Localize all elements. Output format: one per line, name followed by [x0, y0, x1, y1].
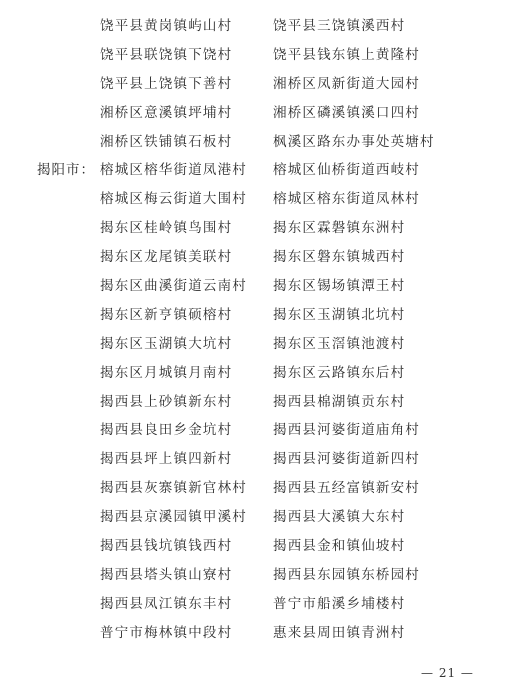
village-right: 揭西县东园镇东桥园村 [273, 566, 420, 583]
page-number: — 21 — [421, 666, 474, 680]
village-right: 揭西县河婆街道庙角村 [273, 422, 420, 439]
village-right: 枫溪区路东办事处英塘村 [273, 133, 435, 150]
village-right: 揭东区玉滘镇池渡村 [273, 335, 406, 352]
list-row [0, 359, 511, 388]
village-right: 揭东区霖磐镇东洲村 [273, 220, 406, 237]
list-row [0, 12, 511, 41]
village-left: 榕城区梅云街道大围村 [100, 191, 247, 208]
list-row [0, 474, 511, 503]
list-row [0, 156, 511, 185]
village-left: 揭西县塔头镇山寮村 [100, 566, 233, 583]
list-row [0, 301, 511, 330]
list-row [0, 41, 511, 70]
village-left: 榕城区榕华街道凤港村 [100, 162, 247, 179]
village-left: 揭东区新亨镇硕榕村 [100, 306, 233, 323]
list-row [0, 272, 511, 301]
list-row [0, 99, 511, 128]
village-right: 榕城区榕东街道凤林村 [273, 191, 420, 208]
village-left: 湘桥区意溪镇坪埔村 [100, 104, 233, 121]
village-right: 揭东区磐东镇城西村 [273, 249, 406, 266]
village-right: 湘桥区磷溪镇溪口四村 [273, 104, 420, 121]
list-row [0, 185, 511, 214]
village-left: 揭东区玉湖镇大坑村 [100, 335, 233, 352]
list-row [0, 214, 511, 243]
village-left: 揭西县京溪园镇甲溪村 [100, 509, 247, 526]
list-row [0, 416, 511, 445]
village-right: 揭东区云路镇东后村 [273, 364, 406, 381]
list-row [0, 128, 511, 157]
village-left: 湘桥区铁铺镇石板村 [100, 133, 233, 150]
list-row [0, 619, 511, 648]
list-row [0, 445, 511, 474]
list-row [0, 590, 511, 619]
village-right: 揭西县河婆街道新四村 [273, 451, 420, 468]
village-left: 揭西县钱坑镇钱西村 [100, 538, 233, 555]
list-row [0, 561, 511, 590]
list-row [0, 503, 511, 532]
village-left: 普宁市梅林镇中段村 [100, 624, 233, 641]
village-right: 揭西县大溪镇大东村 [273, 509, 406, 526]
list-row [0, 330, 511, 359]
village-right: 饶平县钱东镇上黄隆村 [273, 46, 420, 63]
village-left: 揭东区曲溪街道云南村 [100, 278, 247, 295]
village-right: 揭西县金和镇仙坡村 [273, 538, 406, 555]
village-right: 惠来县周田镇青洲村 [273, 624, 406, 641]
city-label: 揭阳市： [37, 162, 95, 179]
village-left: 揭西县坪上镇四新村 [100, 451, 233, 468]
village-left: 饶平县上饶镇下善村 [100, 75, 233, 92]
village-left: 揭东区桂岭镇鸟围村 [100, 220, 233, 237]
village-right: 揭西县五经富镇新安村 [273, 480, 420, 497]
list-row [0, 388, 511, 417]
village-right: 榕城区仙桥街道西岐村 [273, 162, 420, 179]
village-right: 揭西县棉湖镇贡东村 [273, 393, 406, 410]
village-left: 揭西县良田乡金坑村 [100, 422, 233, 439]
village-left: 揭西县凤江镇东丰村 [100, 595, 233, 612]
list-row [0, 532, 511, 561]
village-right: 饶平县三饶镇溪西村 [273, 18, 406, 34]
village-left: 揭西县上砂镇新东村 [100, 393, 233, 410]
list-row [0, 243, 511, 272]
village-left: 揭西县灰寨镇新官林村 [100, 480, 247, 497]
village-right: 湘桥区凤新街道大园村 [273, 75, 420, 92]
village-left: 揭东区月城镇月南村 [100, 364, 233, 381]
village-left: 揭东区龙尾镇美联村 [100, 249, 233, 266]
village-right: 普宁市船溪乡埔楼村 [273, 595, 406, 612]
village-right: 揭东区玉湖镇北坑村 [273, 306, 406, 323]
list-row [0, 70, 511, 99]
village-list [0, 12, 511, 648]
village-left: 饶平县联饶镇下饶村 [100, 46, 233, 63]
village-right: 揭东区锡场镇潭王村 [273, 278, 406, 295]
village-left: 饶平县黄岗镇屿山村 [100, 18, 233, 34]
